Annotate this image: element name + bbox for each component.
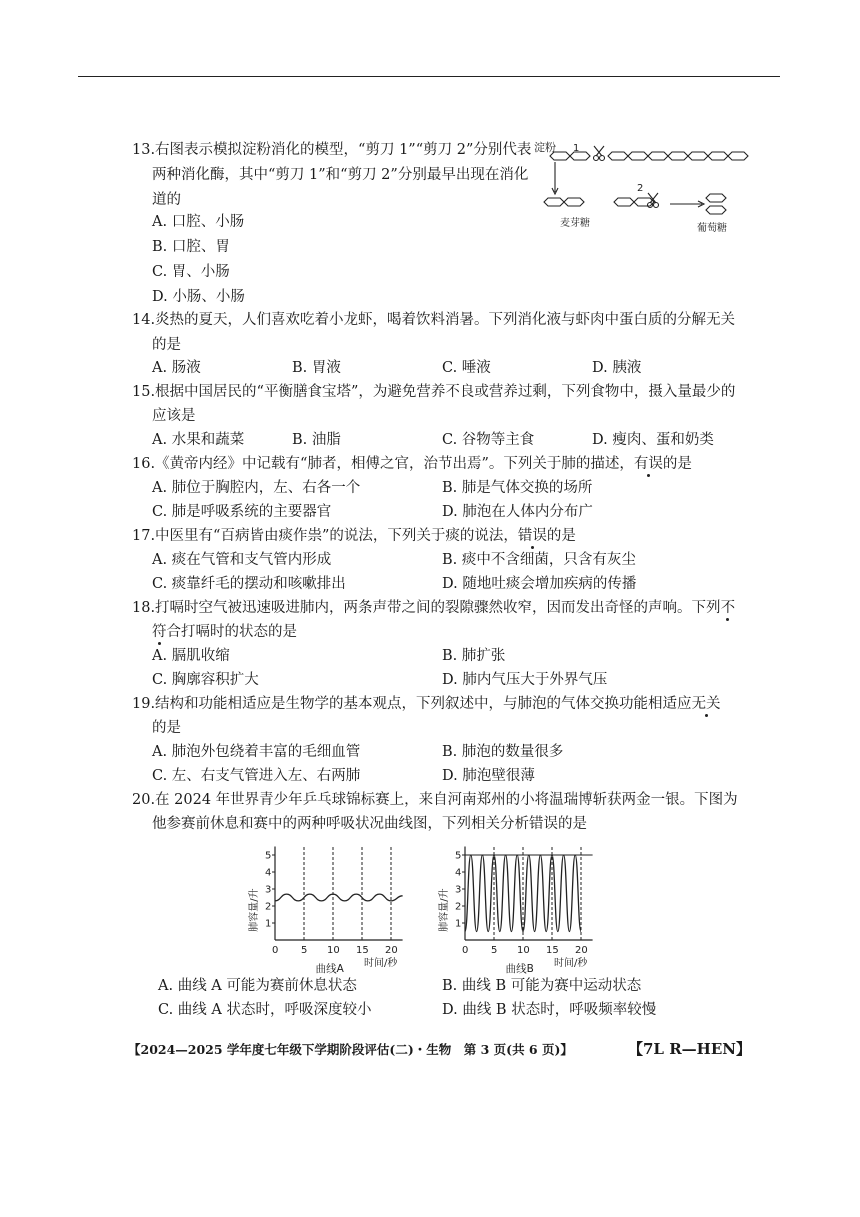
q14-option-b: B. 胃液: [292, 360, 341, 376]
footer-code: 【7L R—HEN】: [628, 1040, 751, 1058]
y-tick-label: 2: [265, 901, 272, 913]
q19-line1: 19.结构和功能相适应是生物学的基本观点，下列叙述中，与肺泡的气体交换功能相适应无关: [132, 696, 721, 712]
page-footer: 【2024—2025 学年度七年级下学期阶段评估(二)・生物 第 3 页(共 6 页)】: [128, 1042, 573, 1057]
series-line: [275, 894, 403, 901]
x-tick-label: 5: [301, 945, 308, 956]
q17-option-c: C. 痰靠纤毛的摆动和咳嗽排出: [152, 576, 346, 592]
chart-title: 曲线B: [505, 963, 534, 975]
y-tick-label: 5: [455, 850, 462, 862]
q19-line2: 的是: [152, 720, 181, 736]
diagram-scissors2-label: 2: [637, 183, 644, 194]
q15-line2: 应该是: [152, 408, 196, 424]
y-tick-label: 1: [455, 918, 462, 930]
q17-line1: 17.中医里有“百病皆由痰作祟”的说法，下列关于痰的说法，错误的是: [132, 528, 576, 544]
y-tick-label: 5: [265, 850, 272, 862]
x-tick-label: 0: [272, 945, 279, 956]
q15-line1: 15.根据中国居民的“平衡膳食宝塔”，为避免营养不良或营养过剩，下列食物中，摄入量最少的: [132, 384, 736, 400]
diagram-glucose-label: 葡萄糖: [697, 223, 727, 234]
q13-line2: 两种消化酶，其中“剪刀 1”和“剪刀 2”分别最早出现在消化: [152, 167, 529, 183]
q16-line1: 16.《黄帝内经》中记载有“肺者，相傅之官，治节出焉”。下列关于肺的描述，有误的是: [132, 456, 692, 472]
q18-option-b: B. 肺扩张: [442, 648, 506, 664]
q15-option-a: A. 水果和蔬菜: [152, 432, 245, 448]
q20-option-d: D. 曲线 B 状态时，呼吸频率较慢: [442, 1002, 657, 1018]
y-tick-label: 2: [455, 901, 462, 913]
q18-line1: 18.打嗝时空气被迅速吸进肺内，两条声带之间的裂隙骤然收窄，因而发出奇怪的声响。下列不: [132, 600, 736, 616]
q20-option-b: B. 曲线 B 可能为赛中运动状态: [442, 978, 642, 994]
q14-option-a: A. 肠液: [152, 360, 201, 376]
q16-option-d: D. 肺泡在人体内分布广: [442, 504, 593, 520]
q17-option-a: A. 痰在气管和支气管内形成: [152, 552, 332, 568]
q20-option-c: C. 曲线 A 状态时，呼吸深度较小: [158, 1002, 372, 1018]
chart-title: 曲线A: [315, 963, 344, 975]
x-axis-label: 时间/秒: [554, 958, 588, 969]
q13-option-b: B. 口腔、胃: [152, 239, 230, 255]
chart-curve-a: [245, 846, 435, 976]
y-axis-label: 肺容量/升: [439, 888, 450, 932]
q13-option-a: A. 口腔、小肠: [152, 214, 245, 230]
q20-option-a: A. 曲线 A 可能为赛前休息状态: [158, 978, 357, 994]
q17-option-b: B. 痰中不含细菌，只含有灰尘: [442, 552, 636, 568]
x-tick-label: 10: [517, 945, 530, 956]
q19-option-b: B. 肺泡的数量很多: [442, 744, 564, 760]
q18-line2: 符合打嗝时的状态的是: [152, 624, 297, 640]
q16-option-b: B. 肺是气体交换的场所: [442, 480, 593, 496]
q14-option-c: C. 唾液: [442, 360, 491, 376]
q19-option-a: A. 肺泡外包绕着丰富的毛细血管: [152, 744, 361, 760]
q18-option-c: C. 胸廓容积扩大: [152, 672, 259, 688]
q14-line2: 的是: [152, 337, 181, 353]
q15-option-b: B. 油脂: [292, 432, 341, 448]
diagram-maltose-label: 麦芽糖: [560, 218, 590, 229]
x-tick-label: 0: [462, 945, 469, 956]
q16-option-c: C. 肺是呼吸系统的主要器官: [152, 504, 332, 520]
q20-line1: 20.在 2024 年世界青少年乒乓球锦标赛上，来自河南郑州的小将温瑞博斩获两金一银。下图为: [132, 792, 738, 808]
x-tick-label: 15: [356, 945, 369, 956]
q14-option-d: D. 胰液: [592, 360, 642, 376]
y-axis-label: 肺容量/升: [249, 888, 260, 932]
x-tick-label: 15: [546, 945, 559, 956]
q13-line1: 13.右图表示模拟淀粉消化的模型，“剪刀 1”“剪刀 2”分别代表: [132, 142, 532, 158]
q19-option-d: D. 肺泡壁很薄: [442, 768, 535, 784]
q13-option-d: D. 小肠、小肠: [152, 289, 245, 305]
y-tick-label: 4: [455, 867, 462, 879]
y-tick-label: 1: [265, 918, 272, 930]
q14-line1: 14.炎热的夏天，人们喜欢吃着小龙虾，喝着饮料消暑。下列消化液与虾肉中蛋白质的分解无关: [132, 312, 736, 328]
q16-option-a: A. 肺位于胸腔内，左、右各一个: [152, 480, 361, 496]
diagram-starch-label: 淀粉: [534, 141, 556, 154]
x-axis-label: 时间/秒: [364, 958, 398, 969]
q13-option-c: C. 胃、小肠: [152, 264, 230, 280]
q18-option-d: D. 肺内气压大于外界气压: [442, 672, 608, 688]
q17-option-d: D. 随地吐痰会增加疾病的传播: [442, 576, 637, 592]
q13-line3: 道的: [152, 192, 181, 208]
x-tick-label: 20: [575, 945, 588, 956]
q15-option-d: D. 瘦肉、蛋和奶类: [592, 432, 714, 448]
q18-option-a: A. 膈肌收缩: [152, 648, 230, 664]
q19-option-c: C. 左、右支气管进入左、右两肺: [152, 768, 361, 784]
chart-curve-b: [435, 846, 625, 976]
header-rule: [78, 76, 780, 77]
q15-option-c: C. 谷物等主食: [442, 432, 535, 448]
q20-line2: 他参赛前休息和赛中的两种呼吸状况曲线图，下列相关分析错误的是: [152, 816, 587, 832]
x-tick-label: 5: [491, 945, 498, 956]
y-tick-label: 3: [265, 884, 272, 896]
starch-digestion-diagram: [530, 138, 770, 240]
diagram-scissors1-label: 1: [573, 143, 580, 154]
x-tick-label: 20: [385, 945, 398, 956]
y-tick-label: 3: [455, 884, 462, 896]
y-tick-label: 4: [265, 867, 272, 879]
x-tick-label: 10: [327, 945, 340, 956]
